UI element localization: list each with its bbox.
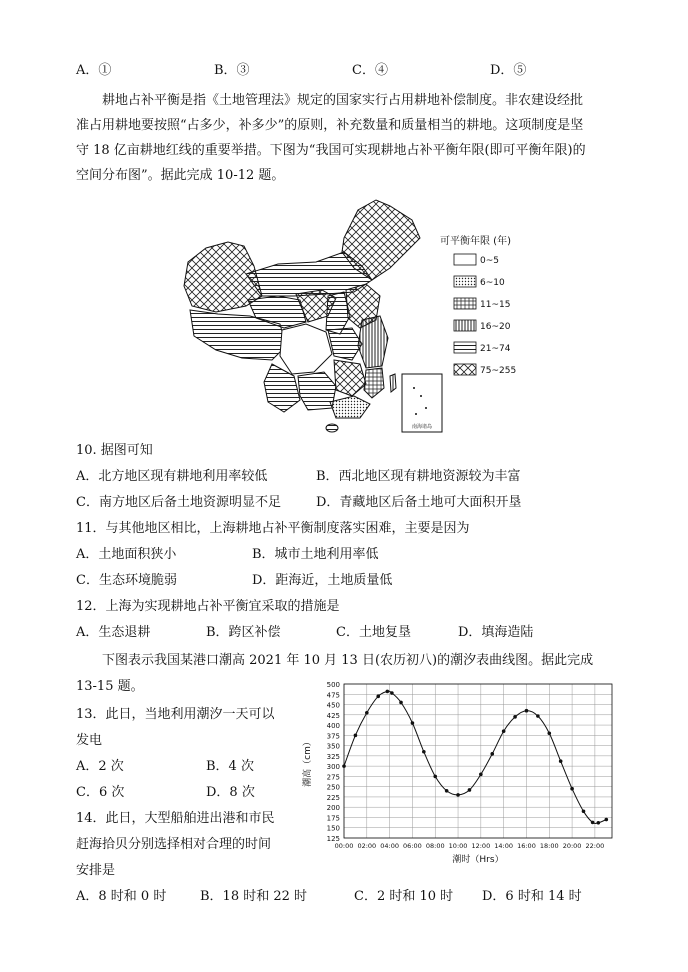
legend-label-2: 11~15 — [480, 300, 511, 310]
legend-title: 可平衡年限 (年) — [440, 236, 511, 247]
tide-point-0 — [342, 764, 346, 768]
tide-chart — [300, 678, 620, 868]
q10-option-c: C．南方地区后备土地资源明显不足 — [76, 495, 281, 510]
tide-xtick-0: 00:00 — [334, 842, 354, 850]
tide-point-17 — [525, 709, 529, 713]
tide-series-line — [344, 691, 606, 823]
tide-xtick-5: 10:00 — [448, 842, 468, 850]
legend-swatch-4 — [454, 342, 476, 353]
tide-xtick-10: 20:00 — [562, 842, 582, 850]
tide-ytick-2: 175 — [326, 814, 340, 823]
q12-option-b: B．跨区补偿 — [206, 625, 281, 640]
legend-swatch-5 — [454, 364, 476, 375]
intro1-line-1: 耕地占补平衡是指《土地管理法》规定的国家实行占用耕地补偿制度。非农建设经批 — [102, 93, 584, 108]
china-map-figure — [176, 196, 536, 436]
q11-option-a: A．土地面积狭小 — [76, 547, 177, 562]
legend-label-5: 75~255 — [480, 366, 517, 376]
q10-stem: 10. 据图可知 — [76, 443, 153, 458]
tide-point-20 — [559, 759, 563, 763]
tide-point-25 — [604, 818, 608, 822]
q12-option-c: C．土地复垦 — [336, 625, 411, 640]
map-region-sichuan — [280, 324, 332, 374]
tide-chart-xticks — [335, 842, 605, 850]
tide-ytick-9: 350 — [326, 742, 340, 751]
q13-option-c: C．6 次 — [76, 785, 125, 800]
legend-swatch-3 — [454, 320, 476, 331]
map-region-guangdong — [330, 396, 370, 418]
tide-xtick-6: 12:00 — [471, 842, 491, 850]
legend-label-0: 0~5 — [480, 256, 499, 266]
tide-point-16 — [513, 715, 517, 719]
q10-option-b: B．西北地区现有耕地资源较为丰富 — [316, 469, 521, 484]
tide-series-points — [342, 690, 608, 825]
q11-option-b: B．城市土地利用率低 — [252, 547, 379, 562]
q11-stem: 11．与其他地区相比，上海耕地占补平衡制度落实困难，主要是因为 — [76, 521, 470, 536]
tide-chart-xlabel: 潮时（Hrs） — [452, 855, 504, 865]
legend-swatch-0 — [454, 254, 476, 265]
tide-point-21 — [570, 787, 574, 791]
map-region-hainan — [326, 424, 338, 432]
tide-point-7 — [411, 721, 415, 725]
map-region-taiwan — [390, 374, 396, 392]
tide-chart-grid — [344, 684, 612, 838]
tide-xtick-8: 16:00 — [517, 842, 536, 850]
prev-option-b: B．③ — [214, 63, 250, 78]
q13-stem-line-2: 发电 — [76, 733, 103, 748]
legend-label-3: 16~20 — [480, 322, 511, 332]
map-region-fujian — [364, 368, 384, 398]
prev-option-a: A．① — [76, 63, 112, 78]
tide-ytick-1: 150 — [326, 824, 340, 833]
tide-xtick-4: 08:00 — [425, 842, 445, 850]
intro1-line-4: 空间分布图”。据此完成 10-12 题。 — [76, 168, 285, 183]
q11-option-d: D．距海近，土地质量低 — [252, 573, 393, 588]
q13-option-a: A．2 次 — [76, 759, 124, 774]
map-region-guangxi — [298, 372, 336, 410]
tide-ytick-0: 125 — [326, 835, 340, 843]
legend-label-4: 21~74 — [480, 344, 511, 354]
tide-point-15 — [502, 729, 506, 733]
q13-stem-line-1: 13．此日，当地利用潮汐一天可以 — [76, 707, 275, 722]
q13-option-d: D．8 次 — [206, 785, 255, 800]
tide-ytick-8: 325 — [326, 752, 340, 761]
tide-ytick-4: 225 — [326, 793, 340, 802]
tide-point-8 — [422, 750, 426, 754]
tide-xtick-2: 04:00 — [380, 842, 399, 850]
map-region-central — [328, 328, 362, 360]
tide-point-3 — [376, 695, 380, 699]
tide-point-2 — [365, 711, 369, 715]
tide-xtick-9: 18:00 — [539, 842, 559, 850]
tide-point-12 — [468, 788, 472, 792]
tide-chart-frame — [344, 684, 612, 838]
tide-xtick-7: 14:00 — [494, 842, 514, 850]
q12-option-a: A．生态退耕 — [76, 625, 151, 640]
tide-ytick-13: 450 — [326, 701, 340, 710]
q14-option-a: A．8 时和 0 时 — [76, 889, 167, 904]
intro1-line-3: 守 18 亿亩耕地红线的重要举措。下图为“我国可实现耕地占补平衡年限(即可平衡年限)的 — [76, 143, 586, 158]
prev-option-c: C．④ — [352, 63, 388, 78]
intro2-line-1: 下图表示我国某港口潮高 2021 年 10 月 13 日(农历初八)的潮汐表曲线图。据此完成 — [102, 653, 594, 668]
tide-point-18 — [536, 714, 540, 718]
inset-label: 南海诸岛 — [411, 424, 433, 430]
intro2-line-2: 13-15 题。 — [76, 679, 144, 694]
q11-option-c: C．生态环境脆弱 — [76, 573, 177, 588]
tide-ytick-3: 200 — [326, 804, 340, 813]
legend-label-1: 6~10 — [480, 278, 505, 288]
tide-point-22 — [582, 810, 586, 814]
tide-xtick-1: 02:00 — [357, 842, 377, 850]
q14-option-c: C．2 时和 10 时 — [354, 889, 454, 904]
tide-ytick-11: 400 — [326, 722, 340, 731]
tide-point-10 — [445, 789, 449, 793]
q12-option-d: D．填海造陆 — [458, 625, 534, 640]
tide-point-1 — [354, 734, 358, 738]
tide-point-6 — [399, 701, 403, 705]
intro1-line-2: 准占用耕地要按照“占多少，补多少”的原则，补充数量和质量相当的耕地。这项制度是坚 — [76, 118, 584, 133]
tide-xtick-11: 22:00 — [585, 842, 605, 850]
q12-stem: 12．上海为实现耕地占补平衡宜采取的措施是 — [76, 599, 340, 614]
q14-option-d: D．6 时和 14 时 — [482, 889, 582, 904]
tide-ytick-12: 425 — [326, 711, 340, 720]
tide-chart-ylabel: 潮高（cm） — [303, 737, 313, 787]
tide-ytick-10: 375 — [326, 732, 340, 741]
tide-point-9 — [433, 775, 437, 779]
legend-swatch-2 — [454, 298, 476, 309]
tide-point-14 — [490, 752, 494, 756]
tide-chart-yticks — [327, 681, 340, 843]
tide-point-23 — [591, 821, 595, 825]
tide-ytick-7: 300 — [326, 763, 340, 772]
tide-point-11 — [456, 793, 460, 797]
tide-point-5 — [390, 691, 394, 695]
q10-option-a: A．北方地区现有耕地利用率较低 — [76, 469, 268, 484]
tide-point-4 — [386, 690, 390, 694]
q14-option-b: B．18 时和 22 时 — [200, 889, 308, 904]
prev-option-d: D．⑤ — [490, 63, 527, 78]
q14-stem-line-1: 14．此日，大型船舶进出港和市民 — [76, 811, 275, 826]
tide-ytick-5: 250 — [326, 783, 340, 792]
q10-option-d: D．青藏地区后备土地可大面积开垦 — [316, 495, 522, 510]
tide-xtick-3: 06:00 — [403, 842, 422, 850]
tide-ytick-6: 275 — [326, 773, 340, 782]
tide-point-13 — [479, 773, 483, 777]
tide-point-19 — [547, 731, 551, 735]
map-region-hunan — [334, 360, 366, 396]
q14-stem-line-2: 赶海拾贝分别选择相对合理的时间 — [76, 837, 272, 852]
q14-stem-line-3: 安排是 — [76, 863, 116, 878]
tide-ytick-15: 500 — [326, 681, 340, 689]
tide-ytick-14: 475 — [326, 691, 340, 700]
map-region-east — [358, 316, 388, 368]
legend-swatch-1 — [454, 276, 476, 287]
q13-option-b: B．4 次 — [206, 759, 254, 774]
tide-point-24 — [597, 821, 601, 825]
